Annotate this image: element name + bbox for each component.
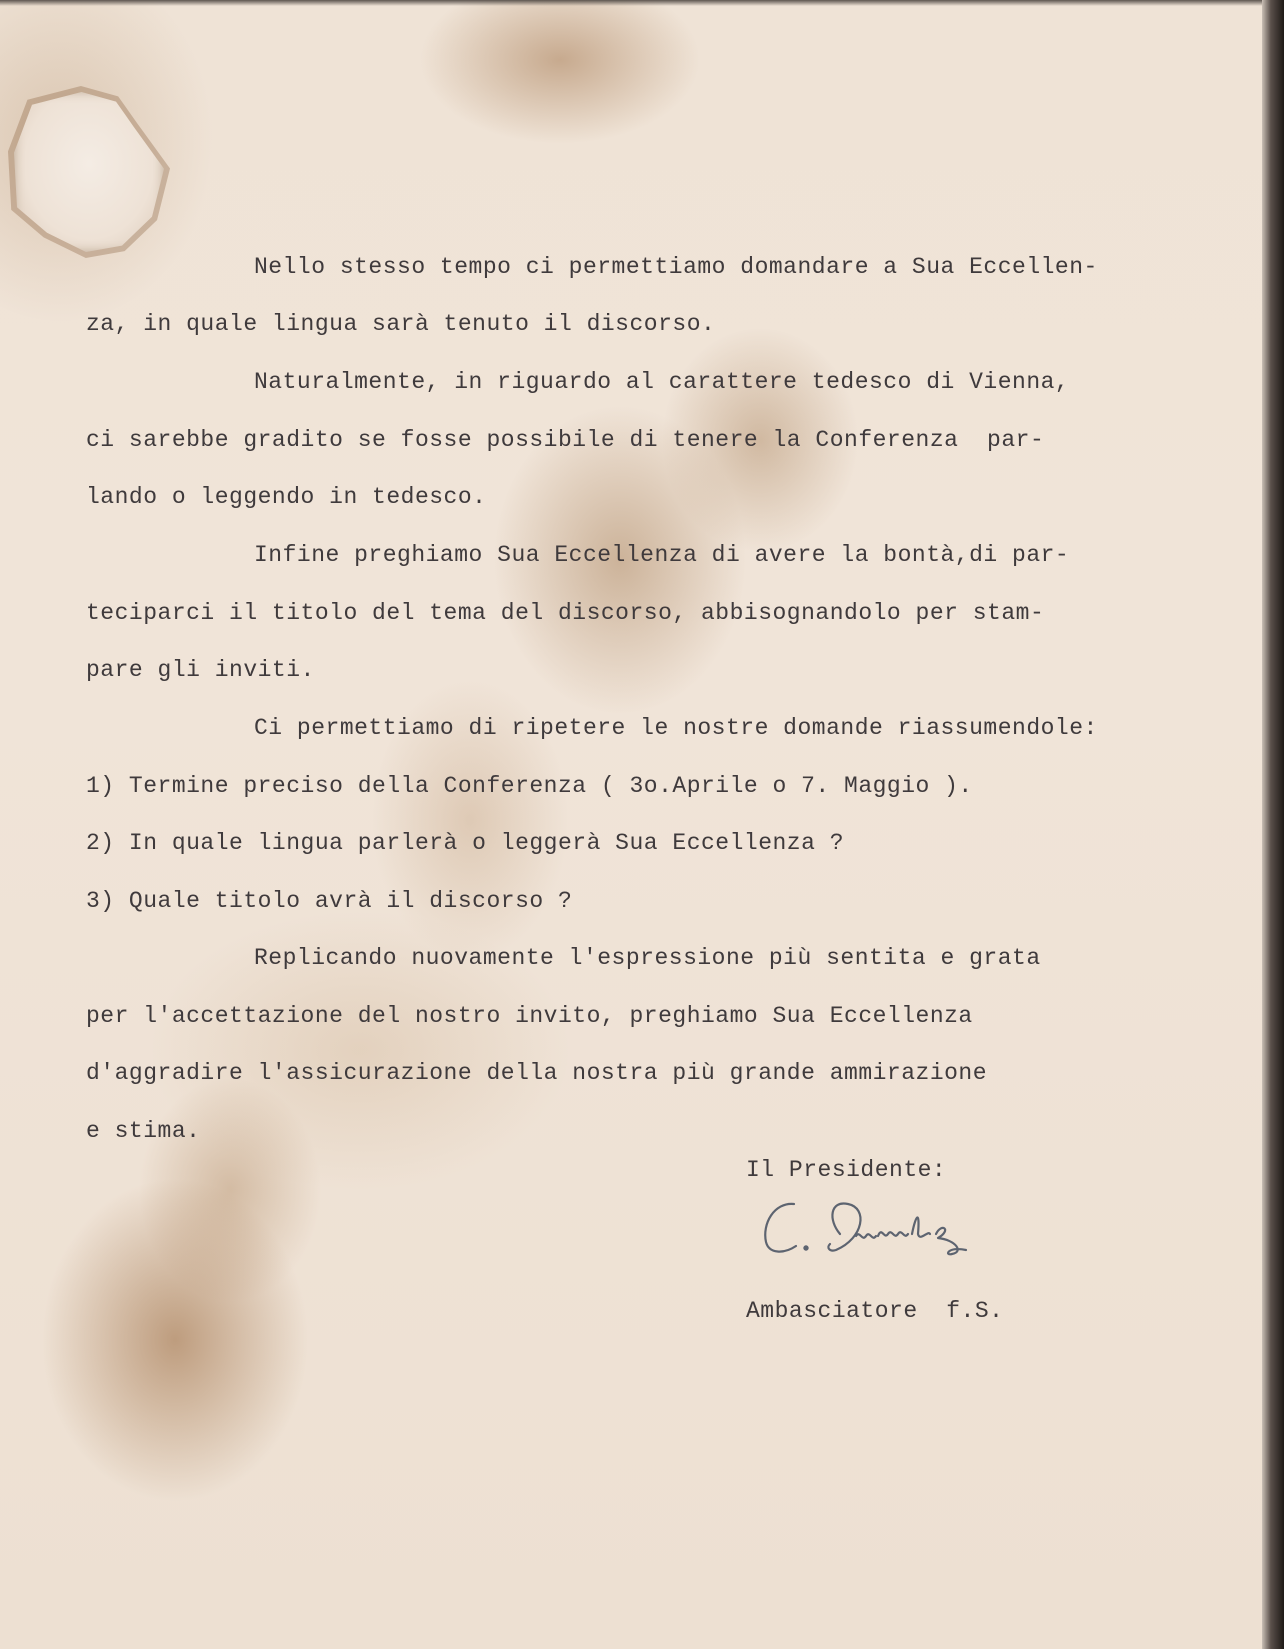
paragraph-2-line-2: ci sarebbe gradito se fosse possibile di tenere la Conferenza par- bbox=[86, 427, 1045, 453]
closing-line-4: e stima. bbox=[86, 1118, 201, 1144]
closing-line-2: per l'accettazione del nostro invito, preghiamo Sua Eccellenza bbox=[86, 1003, 973, 1029]
page-top-edge bbox=[0, 0, 1284, 6]
paragraph-1-line-2: za, in quale lingua sarà tenuto il discorso. bbox=[86, 311, 716, 337]
closing-line-1: Replicando nuovamente l'espressione più sentita e grata bbox=[254, 945, 1041, 971]
paragraph-3-line-3: pare gli inviti. bbox=[86, 657, 315, 683]
paragraph-3-line-2: teciparci il titolo del tema del discorso, abbisognandolo per stam- bbox=[86, 600, 1045, 626]
page-right-edge bbox=[1262, 0, 1284, 1649]
paragraph-3-line-1: Infine preghiamo Sua Eccellenza di avere la bontà,di par- bbox=[254, 542, 1070, 568]
signoff-role: Il Presidente: bbox=[746, 1157, 947, 1183]
paragraph-4-line-1: Ci permettiamo di ripetere le nostre domande riassumendole: bbox=[254, 715, 1098, 741]
signoff-title: Ambasciatore f.S. bbox=[746, 1298, 1004, 1324]
question-2: 2) In quale lingua parlerà o leggerà Sua Eccellenza ? bbox=[86, 830, 845, 856]
paragraph-1-line-1: Nello stesso tempo ci permettiamo domandare a Sua Eccellen- bbox=[254, 254, 1098, 280]
paragraph-2-line-3: lando o leggendo in tedesco. bbox=[86, 484, 487, 510]
question-1: 1) Termine preciso della Conferenza ( 3o.Aprile o 7. Maggio ). bbox=[86, 773, 973, 799]
question-3: 3) Quale titolo avrà il discorso ? bbox=[86, 888, 573, 914]
closing-line-3: d'aggradire l'assicurazione della nostra più grande ammirazione bbox=[86, 1060, 988, 1086]
handwritten-signature bbox=[756, 1190, 986, 1270]
paragraph-2-line-1: Naturalmente, in riguardo al carattere tedesco di Vienna, bbox=[254, 369, 1070, 395]
